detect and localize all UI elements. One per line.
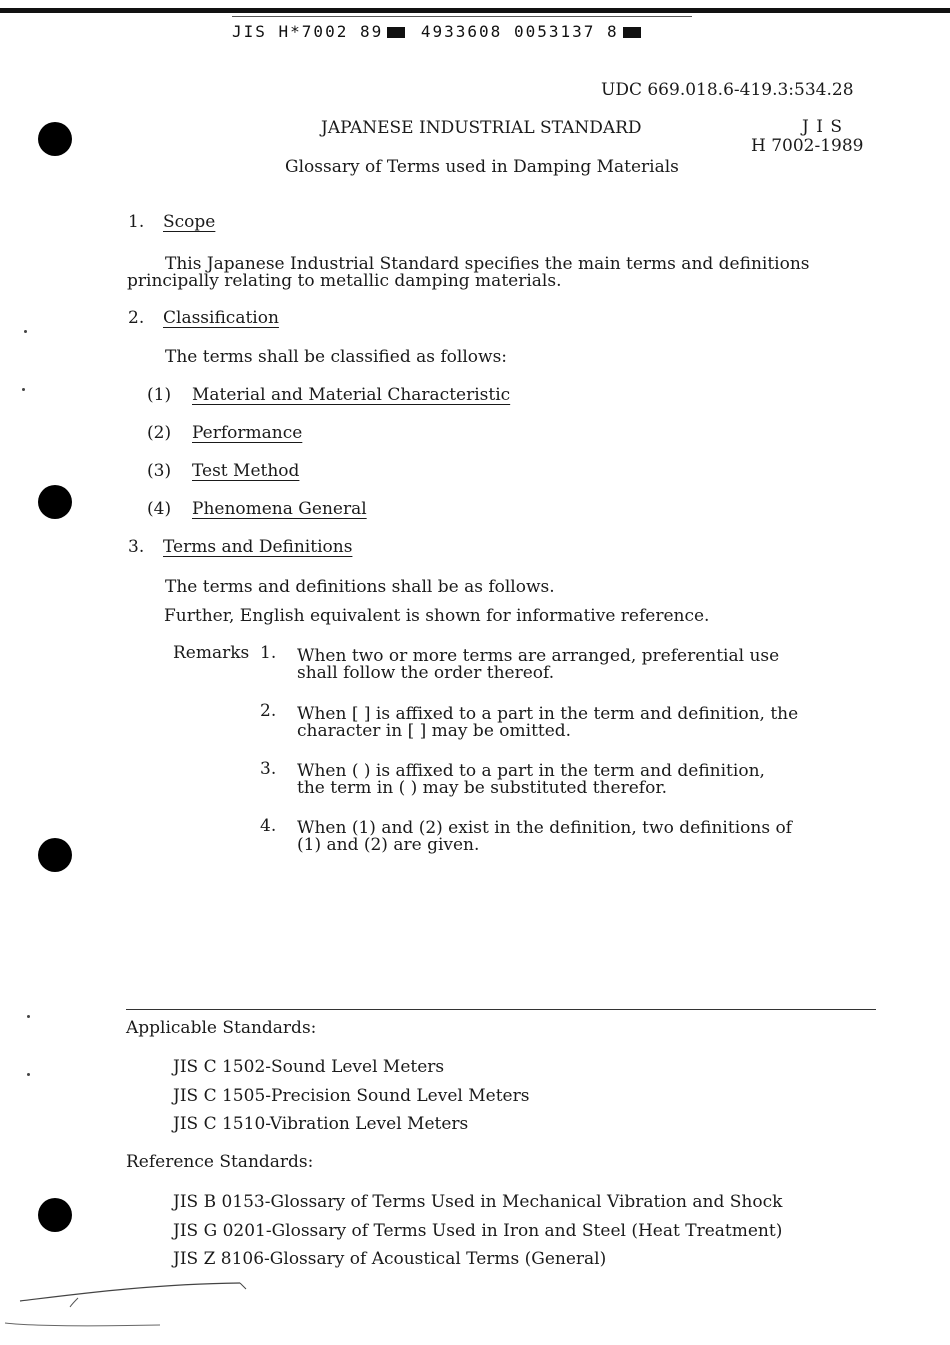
punch-hole [38,122,72,156]
scan-edge-curve [0,1270,260,1340]
header-code-part-1: JIS H*7002 89 [232,22,384,41]
classification-item: (2) Performance [147,423,303,443]
punch-hole [38,485,72,519]
document-title: Glossary of Terms used in Damping Materials [285,157,679,177]
jis-label: J I S [802,117,843,137]
punch-hole [38,1198,72,1232]
jis-number: H 7002-1989 [751,136,864,156]
remark-line: (1) and (2) are given. [297,835,480,855]
footer-divider [126,1009,876,1010]
classification-intro: The terms shall be classified as follows: [165,347,508,367]
scan-speck [27,1015,30,1018]
terms-text-line-2: Further, English equivalent is shown for informative reference. [164,606,710,626]
reference-standard-item: JIS Z 8106-Glossary of Acoustical Terms (General) [173,1249,607,1269]
remark-line: When ( ) is affixed to a part in the term and definition, [297,761,765,781]
reference-standard-item: JIS B 0153-Glossary of Terms Used in Mechanical Vibration and Shock [173,1192,783,1212]
reference-standard-item: JIS G 0201-Glossary of Terms Used in Iron and Steel (Heat Treatment) [173,1221,783,1241]
classification-item: (1) Material and Material Characteristic [147,385,511,405]
barcode-header [232,22,645,41]
classification-item: (4) Phenomena General [147,499,367,519]
scan-speck [24,330,27,333]
applicable-standards-heading: Applicable Standards: [126,1018,317,1038]
remark-line: When two or more terms are arranged, preferential use [297,646,780,666]
classification-item: (3) Test Method [147,461,300,481]
reference-standards-heading: Reference Standards: [126,1152,314,1172]
scope-text-line-2: principally relating to metallic damping materials. [127,271,562,291]
applicable-standard-item: JIS C 1505-Precision Sound Level Meters [173,1086,530,1106]
remark-number: 4. [260,816,277,836]
remarks-label: Remarks [173,643,250,663]
standard-name: JAPANESE INDUSTRIAL STANDARD [321,118,642,138]
remark-line: character in [ ] may be omitted. [297,721,572,741]
remark-number: 3. [260,759,277,779]
black-block-mark [387,27,405,38]
black-block-mark [623,27,641,38]
remark-number: 1. [260,643,277,663]
scan-top-bar [0,8,950,13]
punch-hole [38,838,72,872]
section-classification-heading: 2. Classification [128,308,279,328]
scope-text-line-1: This Japanese Industrial Standard specifies the main terms and definitions [165,254,810,274]
remark-number: 2. [260,701,277,721]
remark-line: When (1) and (2) exist in the definition, two definitions of [297,818,792,838]
applicable-standard-item: JIS C 1502-Sound Level Meters [173,1057,445,1077]
remark-line: shall follow the order thereof. [297,663,555,683]
udc-code: UDC 669.018.6-419.3:534.28 [601,80,854,100]
section-scope-heading: 1. Scope [128,212,216,232]
scan-speck [27,1073,30,1076]
scan-speck [22,388,25,391]
header-code-part-2: 4933608 0053137 8 [420,22,619,41]
applicable-standard-item: JIS C 1510-Vibration Level Meters [173,1114,469,1134]
remark-line: When [ ] is affixed to a part in the term and definition, the [297,704,799,724]
terms-text-line-1: The terms and definitions shall be as follows. [165,577,555,597]
remark-line: the term in ( ) may be substituted therefor. [297,778,667,798]
header-rule [232,16,692,17]
section-terms-heading: 3. Terms and Definitions [128,537,353,557]
